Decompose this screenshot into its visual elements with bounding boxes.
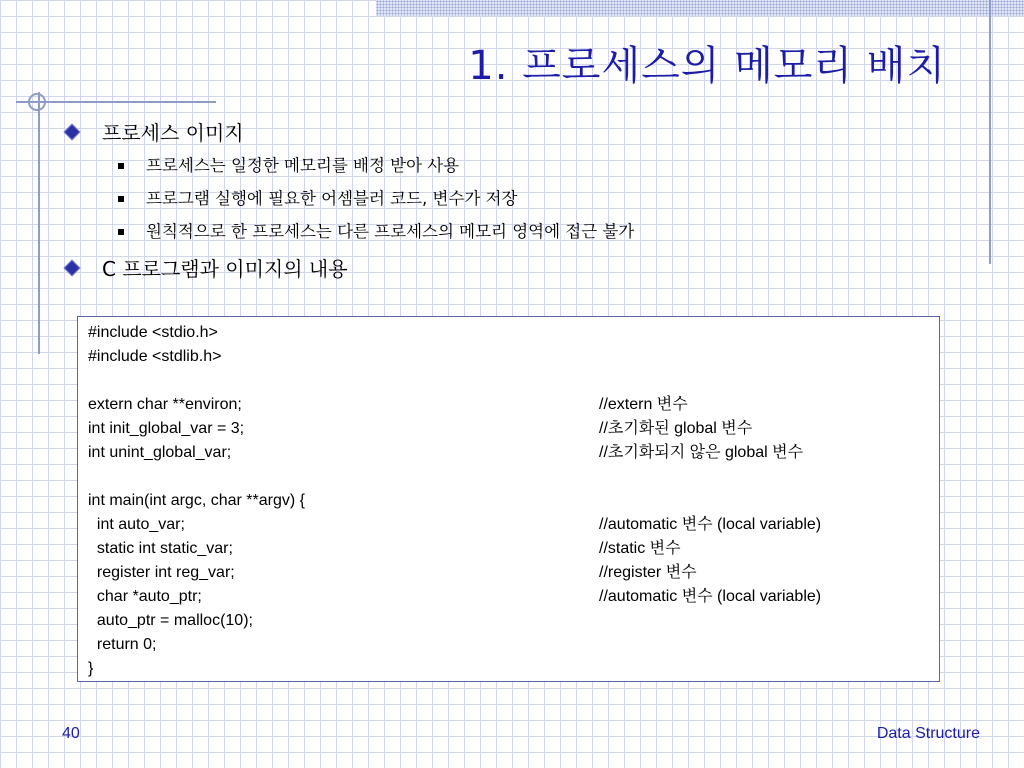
sub-bullet-text: 프로세스는 일정한 메모리를 배정 받아 사용: [146, 156, 460, 175]
code-text: int main(int argc, char **argv) {: [88, 492, 305, 509]
decorative-vertical-line-left: [38, 92, 40, 354]
square-bullet-icon: [118, 163, 124, 169]
decorative-vertical-line-right: [989, 0, 991, 264]
sub-bullet-item: [146, 155, 459, 177]
code-line: [78, 609, 939, 633]
code-comment: //automatic 변수 (local variable): [599, 516, 822, 533]
code-line: [78, 657, 939, 681]
sub-bullet-text: 프로그램 실행에 필요한 어셈블러 코드, 변수가 저장: [146, 189, 518, 208]
code-comment: //초기화된 global 변수: [599, 420, 753, 437]
code-comment: //초기화되지 않은 global 변수: [599, 444, 804, 461]
square-bullet-icon: [118, 196, 124, 202]
code-text: char *auto_ptr;: [88, 588, 202, 605]
page-number: 40: [62, 725, 80, 742]
top-decorative-band: [376, 0, 1024, 16]
decorative-horizontal-line-left: [16, 101, 216, 103]
code-listing-box: [77, 316, 940, 682]
code-text: register int reg_var;: [88, 564, 235, 581]
sub-bullet-item: [146, 221, 634, 243]
bullet-item-process-image: [102, 121, 244, 145]
sub-bullet-item: [146, 188, 517, 210]
code-text: static int static_var;: [88, 540, 233, 557]
code-text: }: [88, 660, 94, 677]
diamond-bullet-icon: [64, 124, 81, 141]
decorative-circle: [28, 93, 46, 111]
code-line: [78, 561, 939, 585]
code-text: int init_global_var = 3;: [88, 420, 245, 437]
code-line: [78, 345, 939, 369]
code-text: #include <stdio.h>: [88, 324, 218, 341]
bullet-item-c-program: [102, 257, 348, 281]
square-bullet-icon: [118, 229, 124, 235]
code-comment: //extern 변수: [599, 396, 688, 413]
code-text: auto_ptr = malloc(10);: [88, 612, 253, 629]
code-line: [78, 369, 939, 393]
code-comment: //automatic 변수 (local variable): [599, 588, 822, 605]
bullet-text: 프로세스 이미지: [102, 121, 244, 145]
code-text: int auto_var;: [88, 516, 185, 533]
code-line: [78, 513, 939, 537]
code-line: [78, 393, 939, 417]
code-text: #include <stdlib.h>: [88, 348, 222, 365]
code-line: [78, 585, 939, 609]
code-text: return 0;: [88, 636, 157, 653]
code-line: [78, 633, 939, 657]
code-line: [78, 417, 939, 441]
code-line: [78, 441, 939, 465]
code-text: extern char **environ;: [88, 396, 242, 413]
code-line: [78, 537, 939, 561]
code-comment: //register 변수: [599, 564, 697, 581]
code-line: [78, 321, 939, 345]
code-comment: //static 변수: [599, 540, 681, 557]
code-line: [78, 489, 939, 513]
code-text: int unint_global_var;: [88, 444, 232, 461]
sub-bullet-text: 원칙적으로 한 프로세스는 다른 프로세스의 메모리 영역에 접근 불가: [146, 222, 635, 241]
slide-title: 1. 프로세스의 메모리 배치: [468, 43, 946, 89]
footer-text: Data Structure: [876, 725, 980, 742]
code-line: [78, 465, 939, 489]
diamond-bullet-icon: [64, 260, 81, 277]
bullet-text: C 프로그램과 이미지의 내용: [102, 257, 348, 281]
